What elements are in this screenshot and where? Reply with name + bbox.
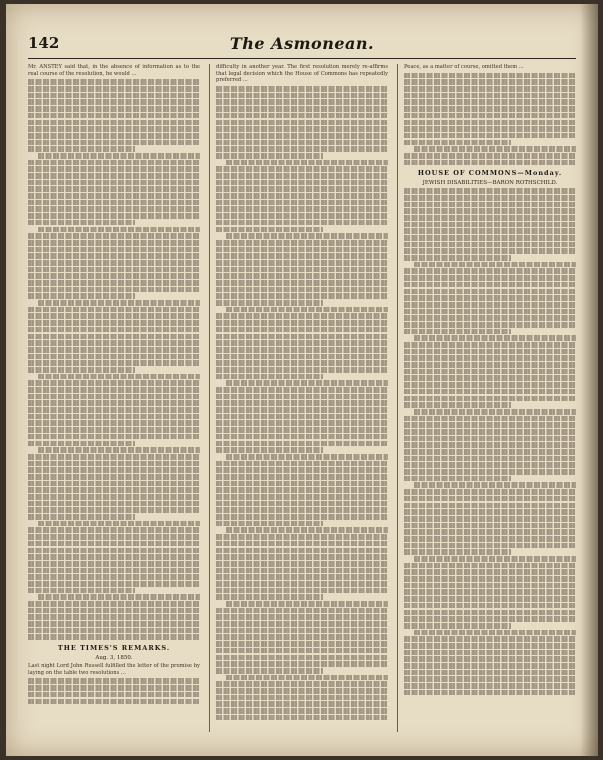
- body-text-line: [216, 126, 388, 132]
- body-text-line: [28, 240, 200, 246]
- body-text-line: [216, 441, 388, 447]
- body-text-line: [226, 601, 388, 607]
- body-text-line: [216, 554, 388, 560]
- body-text-line: [404, 120, 576, 126]
- body-text-line: [28, 146, 135, 152]
- body-text-line: [404, 153, 576, 159]
- body-text-line: [216, 140, 388, 146]
- body-text-line: [404, 140, 511, 146]
- body-text-line: [404, 656, 576, 662]
- body-text-line: [404, 489, 576, 495]
- body-text-line: [28, 327, 200, 333]
- body-text-line: [404, 563, 576, 569]
- body-text-line: [216, 708, 388, 714]
- body-text-line: [404, 429, 576, 435]
- body-text-line: [216, 347, 388, 353]
- body-text-line: [404, 389, 576, 395]
- masthead-title: The Asmonean.: [229, 34, 375, 53]
- body-text-line: [404, 509, 576, 515]
- body-text-line: [216, 133, 388, 139]
- body-text-line: [216, 180, 388, 186]
- body-text-line: [414, 262, 576, 268]
- body-text-line: [28, 634, 200, 640]
- body-text-line: [404, 589, 576, 595]
- body-text-line: [226, 527, 388, 533]
- column-1-lead: Mr. ANSTEY said that, in the absence of information as to the real course of the resolution, he would ...: [28, 64, 200, 77]
- body-text-line: [404, 583, 576, 589]
- body-text-line: [404, 126, 576, 132]
- body-text-line: [28, 678, 200, 684]
- body-text-line: [28, 126, 200, 132]
- body-text-line: [216, 427, 388, 433]
- body-text-line: [28, 608, 200, 614]
- body-text-line: [28, 113, 200, 119]
- body-text-line: [404, 242, 576, 248]
- body-text-line: [404, 569, 576, 575]
- body-text-line: [216, 467, 388, 473]
- body-text-line: [216, 240, 388, 246]
- body-text-line: [216, 434, 388, 440]
- body-text-line: [28, 527, 200, 533]
- body-text-line: [216, 247, 388, 253]
- body-text-line: [404, 536, 576, 542]
- body-text-line: [216, 313, 388, 319]
- page-gutter-shadow: [580, 4, 598, 756]
- body-text-line: [404, 309, 576, 315]
- body-text-line: [28, 441, 135, 447]
- body-text-line: [216, 193, 388, 199]
- body-text-line: [414, 630, 576, 636]
- body-text-line: [28, 685, 200, 691]
- body-text-line: [216, 200, 388, 206]
- section-heading-house-of-commons: HOUSE OF COMMONS—Monday.: [417, 169, 563, 178]
- body-text-line: [404, 349, 576, 355]
- body-text-line: [216, 695, 388, 701]
- body-text-line: [216, 106, 388, 112]
- page-header: [28, 34, 576, 56]
- body-text-line: [404, 362, 576, 368]
- body-text-line: [404, 302, 576, 308]
- body-text-line: [28, 367, 135, 373]
- body-text-line: [226, 307, 388, 313]
- body-text-line: [216, 548, 388, 554]
- column-3-lead: Peace, as a matter of course, omitted them ...: [404, 64, 524, 70]
- body-text-line: [28, 180, 200, 186]
- body-text-line: [404, 683, 576, 689]
- body-text-line: [216, 474, 388, 480]
- body-text-line: [28, 133, 200, 139]
- body-text-line: [216, 186, 388, 192]
- body-text-line: [28, 387, 200, 393]
- body-text-line: [216, 541, 388, 547]
- body-text-line: [28, 160, 200, 166]
- body-text-line: [404, 235, 576, 241]
- body-text-line: [404, 549, 511, 555]
- body-text-line: [28, 699, 200, 705]
- body-text-line: [28, 494, 200, 500]
- body-text-line: [28, 434, 200, 440]
- body-text-line: [216, 120, 388, 126]
- body-text-line: [216, 621, 388, 627]
- body-text-line: [28, 420, 200, 426]
- body-text-line: [216, 614, 388, 620]
- body-text-line: [216, 487, 388, 493]
- body-text-line: [404, 86, 576, 92]
- body-text-line: [28, 253, 200, 259]
- body-text-line: [28, 173, 200, 179]
- body-text-line: [216, 507, 388, 513]
- body-text-line: [216, 447, 323, 453]
- body-text-line: [216, 327, 388, 333]
- body-text-line: [28, 193, 200, 199]
- body-text-line: [216, 688, 388, 694]
- body-text-line: [28, 614, 200, 620]
- column-1-tail: [28, 678, 200, 704]
- body-text-line: [404, 322, 576, 328]
- body-text-line: [216, 681, 388, 687]
- body-text-line: [28, 267, 200, 273]
- body-text-line: [404, 329, 511, 335]
- body-text-line: [216, 86, 388, 92]
- body-text-line: [404, 596, 576, 602]
- body-text-line: [404, 195, 576, 201]
- body-text-line: [216, 641, 388, 647]
- body-text-line: [216, 273, 388, 279]
- body-text-line: [28, 320, 200, 326]
- body-text-line: [28, 347, 200, 353]
- body-text-line: [28, 581, 200, 587]
- body-text-line: [28, 313, 200, 319]
- body-text-line: [28, 380, 200, 386]
- body-text-line: [28, 561, 200, 567]
- body-text-line: [404, 670, 576, 676]
- body-text-line: [216, 634, 388, 640]
- body-text-line: [404, 282, 576, 288]
- section-lead: Last night Lord John Russell fulfilled the letter of the promise by laying on the table two resolutions ...: [28, 663, 200, 676]
- body-text-line: [216, 113, 388, 119]
- body-text-line: [404, 543, 576, 549]
- body-text-line: [404, 99, 576, 105]
- body-text-line: [404, 113, 576, 119]
- column-3-body-top: [404, 73, 576, 166]
- body-text-line: [404, 603, 576, 609]
- column-2-body: [216, 86, 388, 720]
- body-text-line: [404, 188, 576, 194]
- body-text-line: [226, 454, 388, 460]
- body-text-line: [28, 354, 200, 360]
- body-text-line: [28, 280, 200, 286]
- body-text-line: [216, 166, 388, 172]
- body-text-line: [404, 623, 511, 629]
- body-text-line: [216, 227, 323, 233]
- body-text-line: [216, 360, 388, 366]
- body-text-line: [404, 416, 576, 422]
- body-text-line: [28, 360, 200, 366]
- body-text-line: [404, 369, 576, 375]
- body-text-line: [38, 594, 200, 600]
- body-text-line: [216, 387, 388, 393]
- body-text-line: [28, 554, 200, 560]
- body-text-line: [404, 516, 576, 522]
- body-text-line: [404, 643, 576, 649]
- body-text-line: [28, 541, 200, 547]
- body-text-line: [404, 208, 576, 214]
- body-text-line: [28, 394, 200, 400]
- body-text-line: [216, 588, 388, 594]
- body-text-line: [28, 467, 200, 473]
- body-text-line: [28, 340, 200, 346]
- body-text-line: [28, 534, 200, 540]
- text-column-2: [216, 64, 388, 736]
- body-text-line: [216, 340, 388, 346]
- body-text-line: [404, 442, 576, 448]
- body-text-line: [216, 568, 388, 574]
- body-text-line: [28, 400, 200, 406]
- body-text-line: [38, 300, 200, 306]
- body-text-line: [404, 79, 576, 85]
- body-text-line: [216, 668, 323, 674]
- body-text-line: [226, 675, 388, 681]
- body-text-line: [414, 146, 576, 152]
- body-text-line: [28, 220, 135, 226]
- body-text-line: [216, 153, 323, 159]
- body-text-line: [216, 608, 388, 614]
- body-text-line: [404, 422, 576, 428]
- body-text-line: [216, 146, 388, 152]
- body-text-line: [28, 307, 200, 313]
- body-text-line: [404, 402, 511, 408]
- body-text-line: [404, 616, 576, 622]
- body-text-line: [216, 320, 388, 326]
- body-text-line: [216, 267, 388, 273]
- body-text-line: [28, 166, 200, 172]
- body-text-line: [216, 661, 388, 667]
- body-text-line: [28, 233, 200, 239]
- column-2-lead: difficulty in another year. The first resolution merely re-affirms that legal decision which the House of Commons has repeatedly preferred ...: [216, 64, 388, 84]
- body-text-line: [28, 140, 200, 146]
- body-text-line: [28, 200, 200, 206]
- body-text-line: [414, 409, 576, 415]
- body-text-line: [404, 469, 576, 475]
- text-column-1: [28, 64, 200, 736]
- body-text-line: [216, 394, 388, 400]
- body-text-line: [216, 334, 388, 340]
- body-text-line: [226, 380, 388, 386]
- body-text-line: [404, 295, 576, 301]
- body-text-line: [216, 400, 388, 406]
- newspaper-page: [6, 4, 598, 756]
- body-text-line: [404, 396, 576, 402]
- body-text-line: [216, 173, 388, 179]
- body-text-line: [216, 287, 388, 293]
- body-text-line: [28, 588, 135, 594]
- body-text-line: [28, 548, 200, 554]
- body-text-line: [216, 253, 388, 259]
- body-text-line: [404, 73, 576, 79]
- body-text-line: [28, 487, 200, 493]
- body-text-line: [404, 268, 576, 274]
- body-text-line: [38, 374, 200, 380]
- body-text-line: [404, 275, 576, 281]
- body-text-line: [216, 374, 323, 380]
- body-text-line: [404, 106, 576, 112]
- body-text-line: [28, 293, 135, 299]
- body-text-line: [226, 160, 388, 166]
- body-text-line: [216, 494, 388, 500]
- body-text-line: [28, 568, 200, 574]
- body-text-line: [414, 335, 576, 341]
- body-text-line: [216, 300, 323, 306]
- body-text-line: [216, 354, 388, 360]
- body-text-line: [28, 461, 200, 467]
- body-text-line: [404, 315, 576, 321]
- body-text-line: [404, 375, 576, 381]
- body-text-line: [216, 414, 388, 420]
- body-text-line: [216, 501, 388, 507]
- body-text-line: [216, 481, 388, 487]
- body-text-line: [28, 99, 200, 105]
- body-text-line: [28, 334, 200, 340]
- body-text-line: [216, 514, 388, 520]
- body-text-line: [216, 293, 388, 299]
- body-text-line: [404, 529, 576, 535]
- column-1-body: [28, 79, 200, 640]
- body-text-line: [28, 574, 200, 580]
- body-text-line: [28, 273, 200, 279]
- body-text-line: [28, 414, 200, 420]
- body-text-line: [28, 93, 200, 99]
- body-text-line: [216, 581, 388, 587]
- section-date: Aug. 3, 1850.: [95, 655, 133, 662]
- body-text-line: [216, 407, 388, 413]
- body-text-line: [404, 342, 576, 348]
- page-number: 142: [28, 34, 60, 52]
- body-text-line: [404, 248, 576, 254]
- body-text-line: [28, 628, 200, 634]
- body-text-line: [404, 449, 576, 455]
- body-text-line: [216, 220, 388, 226]
- body-text-line: [216, 594, 323, 600]
- body-text-line: [28, 514, 135, 520]
- body-text-line: [404, 476, 511, 482]
- body-text-line: [404, 663, 576, 669]
- section-subheading-jewish-disabilities: JEWISH DISABILITIES—BARON ROTHSCHILD.: [422, 180, 558, 187]
- body-text-line: [216, 420, 388, 426]
- body-text-line: [28, 474, 200, 480]
- column-3-body: [404, 188, 576, 695]
- body-text-line: [404, 133, 576, 139]
- body-text-line: [404, 503, 576, 509]
- body-text-line: [28, 692, 200, 698]
- body-text-line: [28, 287, 200, 293]
- body-text-line: [404, 202, 576, 208]
- column-divider: [397, 64, 398, 732]
- body-text-line: [216, 93, 388, 99]
- body-text-line: [28, 621, 200, 627]
- body-text-line: [404, 222, 576, 228]
- body-text-line: [28, 247, 200, 253]
- body-text-line: [28, 86, 200, 92]
- body-text-line: [404, 436, 576, 442]
- body-text-line: [404, 160, 576, 166]
- body-text-line: [38, 521, 200, 527]
- body-text-line: [404, 93, 576, 99]
- body-text-line: [216, 260, 388, 266]
- body-text-line: [404, 355, 576, 361]
- body-text-line: [28, 454, 200, 460]
- body-text-line: [404, 576, 576, 582]
- header-rule: [28, 58, 576, 59]
- body-text-line: [38, 153, 200, 159]
- body-text-line: [28, 106, 200, 112]
- body-text-line: [28, 213, 200, 219]
- body-text-line: [404, 382, 576, 388]
- body-text-line: [216, 715, 388, 721]
- body-text-line: [226, 233, 388, 239]
- body-text-line: [216, 280, 388, 286]
- column-divider: [209, 64, 210, 732]
- body-text-line: [404, 676, 576, 682]
- body-text-line: [216, 628, 388, 634]
- body-text-line: [28, 407, 200, 413]
- body-text-line: [38, 227, 200, 233]
- body-text-line: [414, 556, 576, 562]
- body-text-line: [216, 367, 388, 373]
- body-text-line: [216, 534, 388, 540]
- body-text-line: [404, 462, 576, 468]
- text-column-3: [404, 64, 576, 736]
- body-text-line: [28, 601, 200, 607]
- body-text-line: [404, 228, 576, 234]
- body-text-line: [216, 561, 388, 567]
- body-text-line: [28, 501, 200, 507]
- body-text-line: [216, 648, 388, 654]
- body-text-line: [28, 79, 200, 85]
- body-text-line: [216, 521, 323, 527]
- body-text-line: [414, 482, 576, 488]
- body-text-line: [404, 690, 576, 696]
- body-text-line: [216, 461, 388, 467]
- body-text-line: [404, 289, 576, 295]
- body-text-line: [216, 206, 388, 212]
- body-text-line: [404, 496, 576, 502]
- body-text-line: [404, 650, 576, 656]
- body-text-line: [404, 215, 576, 221]
- body-text-line: [404, 610, 576, 616]
- body-text-line: [28, 427, 200, 433]
- body-text-line: [28, 206, 200, 212]
- body-text-line: [216, 701, 388, 707]
- body-text-line: [28, 507, 200, 513]
- body-text-line: [216, 99, 388, 105]
- body-text-line: [28, 186, 200, 192]
- body-text-line: [38, 447, 200, 453]
- body-text-line: [216, 574, 388, 580]
- body-text-line: [404, 456, 576, 462]
- body-text-line: [404, 255, 511, 261]
- section-heading-times-remarks: THE TIMES'S REMARKS.: [57, 644, 171, 653]
- body-text-line: [404, 523, 576, 529]
- body-text-line: [216, 213, 388, 219]
- body-text-line: [404, 636, 576, 642]
- body-text-line: [216, 655, 388, 661]
- body-text-line: [28, 120, 200, 126]
- body-text-line: [28, 260, 200, 266]
- body-text-line: [28, 481, 200, 487]
